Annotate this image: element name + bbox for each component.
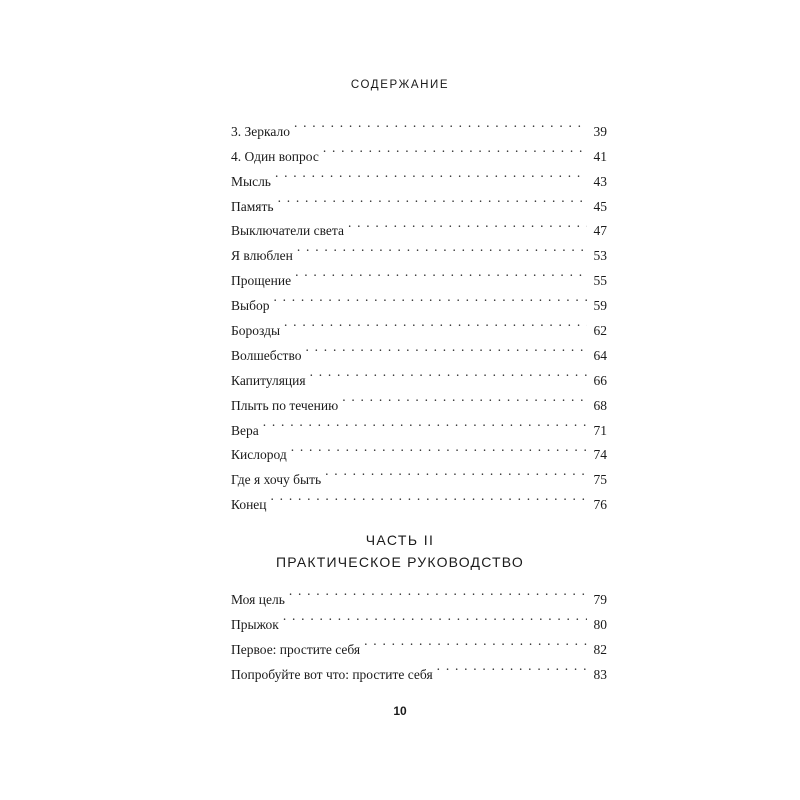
part-title: ПРАКТИЧЕСКОЕ РУКОВОДСТВО xyxy=(276,554,524,570)
toc-entry-title: Кислород xyxy=(231,447,287,463)
toc-entry-page: 74 xyxy=(593,447,607,463)
toc-entry-page: 47 xyxy=(593,223,607,239)
toc-dot-leader xyxy=(437,654,587,679)
running-head: СОДЕРЖАНИЕ xyxy=(350,79,450,91)
toc-entry-page: 39 xyxy=(593,123,607,139)
page-number: 10 xyxy=(393,704,407,718)
toc-entry-title: Где я хочу быть xyxy=(231,472,322,488)
toc-dot-leader xyxy=(342,385,587,410)
toc-dot-leader xyxy=(278,186,587,211)
toc-entry xyxy=(231,484,607,513)
toc-dot-leader xyxy=(348,211,587,236)
toc-dot-leader xyxy=(297,235,587,260)
toc-entry-page: 79 xyxy=(593,591,607,607)
toc-entry-page: 82 xyxy=(593,641,607,657)
toc-entry-page: 75 xyxy=(593,472,607,488)
toc-dot-leader xyxy=(323,136,587,161)
toc-dot-leader xyxy=(306,335,588,360)
toc-entry-page: 76 xyxy=(593,497,607,513)
toc-entry-page: 68 xyxy=(593,397,607,413)
toc-entry-title: 4. Один вопрос xyxy=(231,148,319,164)
toc-dot-leader xyxy=(325,459,587,484)
toc-entry xyxy=(231,285,607,314)
toc-entry-page: 53 xyxy=(593,248,607,264)
toc-entry xyxy=(231,310,607,339)
toc-dot-leader xyxy=(271,484,587,509)
toc-entry-page: 80 xyxy=(593,616,607,632)
toc-entry-title: Память xyxy=(231,198,274,214)
toc-entry xyxy=(231,579,607,607)
toc-entry-title: Мысль xyxy=(231,173,271,189)
toc-entry-title: Борозды xyxy=(231,323,281,339)
toc-entry xyxy=(231,186,607,214)
toc-entry-page: 59 xyxy=(593,298,607,314)
toc-entry xyxy=(231,410,607,438)
toc-entry-title: Выключатели света xyxy=(231,223,344,239)
toc-entry-page: 43 xyxy=(593,173,607,189)
toc-entry-title: Капитуляция xyxy=(231,372,306,388)
toc-entry-title: Конец xyxy=(231,497,267,513)
toc-entry-title: Волшебство xyxy=(231,347,302,363)
toc-entry-page: 45 xyxy=(593,198,607,214)
toc-entry xyxy=(231,335,607,363)
toc-dot-leader xyxy=(273,285,587,310)
table-of-contents-part-2 xyxy=(231,579,607,682)
toc-dot-leader xyxy=(263,410,587,435)
toc-dot-leader xyxy=(291,435,587,460)
toc-entry xyxy=(231,435,607,463)
toc-entry-page: 64 xyxy=(593,347,607,363)
toc-dot-leader xyxy=(284,310,587,335)
toc-dot-leader xyxy=(310,360,587,385)
toc-dot-leader xyxy=(295,260,587,285)
toc-entry-page: 55 xyxy=(593,273,607,289)
toc-entry xyxy=(231,211,607,239)
toc-dot-leader xyxy=(275,161,587,186)
toc-entry-title: Выбор xyxy=(231,298,270,314)
toc-entry xyxy=(231,629,607,657)
toc-entry-page: 41 xyxy=(593,148,607,164)
part-label: ЧАСТЬ II xyxy=(365,532,435,548)
toc-entry-page: 62 xyxy=(593,323,607,339)
table-of-contents-part-1 xyxy=(231,111,607,513)
toc-entry xyxy=(231,161,607,189)
toc-dot-leader xyxy=(364,629,587,654)
toc-entry-title: Вера xyxy=(231,422,259,438)
toc-entry-title: Попробуйте вот что: простите себя xyxy=(231,666,433,682)
toc-entry xyxy=(231,604,607,632)
toc-dot-leader xyxy=(289,579,587,604)
toc-entry-page: 71 xyxy=(593,422,607,438)
toc-entry-page: 83 xyxy=(593,666,607,682)
toc-entry-title: Первое: простите себя xyxy=(231,641,361,657)
toc-entry-page: 66 xyxy=(593,372,607,388)
toc-entry-title: Прыжок xyxy=(231,616,279,632)
toc-entry-title: Плыть по течению xyxy=(231,397,339,413)
toc-dot-leader xyxy=(283,604,587,629)
toc-entry-title: Прощение xyxy=(231,273,292,289)
toc-entry-title: Моя цель xyxy=(231,591,285,607)
toc-entry-title: Я влюблен xyxy=(231,248,293,264)
toc-entry xyxy=(231,111,607,139)
toc-entry-title: 3. Зеркало xyxy=(231,123,290,139)
toc-dot-leader xyxy=(294,111,587,136)
